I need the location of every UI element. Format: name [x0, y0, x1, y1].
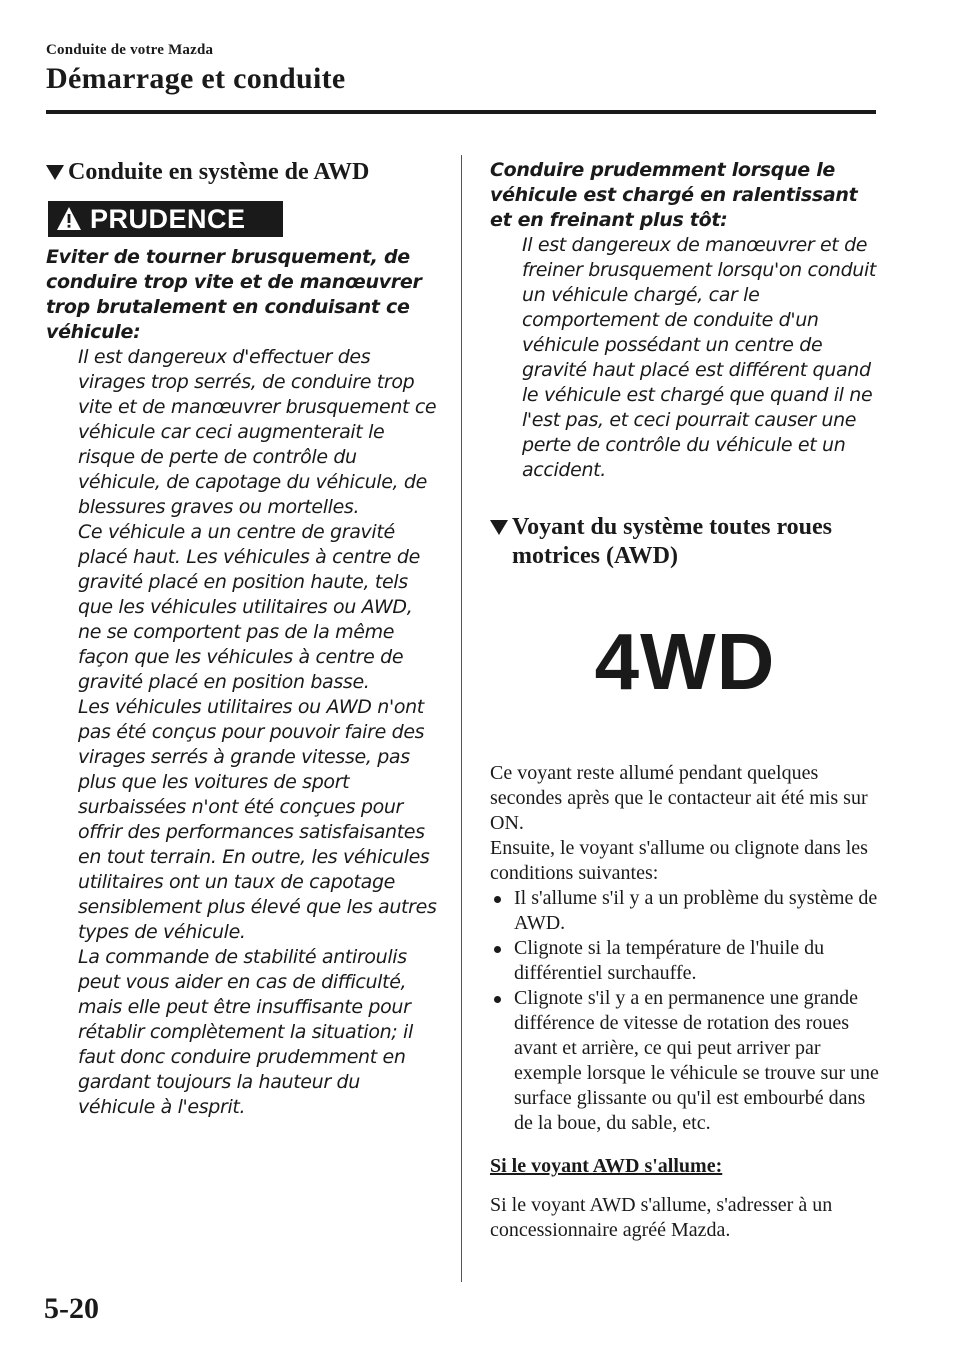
warning-triangle-icon — [56, 206, 82, 232]
intro-line: Ce voyant reste allumé pendant quelques secondes après que le contacteur ait été mis sur ON. — [490, 762, 868, 834]
right-column — [490, 158, 880, 1243]
awd-indicator-symbol: 4WD — [594, 617, 776, 706]
section-heading-awd-driving: Conduite en système de AWD — [46, 158, 441, 187]
bullet-dot-icon — [494, 896, 501, 903]
warning-title-loaded: Conduire prudemment lorsque le véhicule est chargé en ralentissant et en freinant plus tôt: — [490, 159, 858, 231]
list-item: Clignote si la température de l'huile du différentiel surchauffe. — [490, 936, 880, 986]
list-item: Clignote s'il y a en permanence une grande différence de vitesse de rotation des roues avant et arrière, ce qui peut arriver par exemple lorsque le véhicule se trouve sur une surface glissante ou qu'il est embourbé dans de la boue, du sable, etc. — [490, 986, 880, 1136]
indicator-description — [490, 761, 880, 1136]
chapter-title: Démarrage et conduite — [46, 62, 346, 95]
section-heading-awd-indicator: Voyant du système toutes roues motrices (AWD) — [490, 513, 880, 571]
column-divider — [461, 155, 462, 1282]
header-divider — [46, 110, 876, 114]
condition-list — [490, 886, 880, 1136]
intro-line: Ensuite, le voyant s'allume ou clignote dans les conditions suivantes: — [490, 837, 868, 884]
warning-paragraph: La commande de stabilité antiroulis peut vous aider en cas de difficulté, mais elle peut être insuffisante pour rétablir complètement la situation; il faut donc conduire prudemment en gardant toujours la hauteur du véhicule à l'esprit. — [78, 946, 413, 1118]
page-number: 5-20 — [44, 1292, 99, 1325]
warning-body — [46, 345, 441, 1120]
warning-paragraph: Les véhicules utilitaires ou AWD n'ont pas été conçus pour pouvoir faire des virages serrés à grande vitesse, pas plus que les voitures de sport surbaissées n'ont été conçues pour offrir des performances satisfaisantes en tout terrain. En outre, les véhicules utilitaires ont un taux de capotage sensiblement plus élevé que les autres types de véhicule. — [78, 696, 437, 943]
warning-body-loaded — [490, 233, 880, 483]
warning-paragraph: Ce véhicule a un centre de gravité placé haut. Les véhicules à centre de gravité placé en position haute, tels que les véhicules utilitaires ou AWD, ne se comportent pas de la même façon que les véhicules à centre de gravité placé en position basse. — [78, 521, 420, 693]
triangle-bullet-icon — [46, 165, 64, 180]
closing-text: Si le voyant AWD s'allume, s'adresser à un concessionnaire agréé Mazda. — [490, 1194, 833, 1241]
warning-paragraph: Il est dangereux d'effectuer des virages trop serrés, de conduire trop vite et de manœuvrer brusquement ce véhicule car ceci augmenterait le risque de perte de contrôle du véhicule, de capotage du véhicule, de blessures graves ou mortelles. — [78, 346, 437, 518]
left-column — [46, 158, 441, 1120]
section-label: Conduite de votre Mazda — [46, 42, 214, 58]
triangle-bullet-icon — [490, 520, 508, 535]
warning-paragraph: Il est dangereux de manœuvrer et de freiner brusquement lorsqu'on conduit un véhicule chargé, car le comportement de conduite d'un véhicule possédant un centre de gravité haut placé est différent quand le véhicule est chargé que quand il ne l'est pas, et ceci pourrait causer une perte de contrôle du véhicule et un accident. — [522, 234, 877, 481]
bullet-dot-icon — [494, 946, 501, 953]
bullet-dot-icon — [494, 996, 501, 1003]
warning-title: Eviter de tourner brusquement, de conduire trop vite et de manœuvrer trop brutalement en conduisant ce véhicule: — [46, 246, 422, 343]
subheading-awd-on: Si le voyant AWD s'allume: — [490, 1155, 723, 1177]
caution-badge: PRUDENCE — [48, 201, 283, 237]
list-item: Il s'allume s'il y a un problème du système de AWD. — [490, 886, 880, 936]
